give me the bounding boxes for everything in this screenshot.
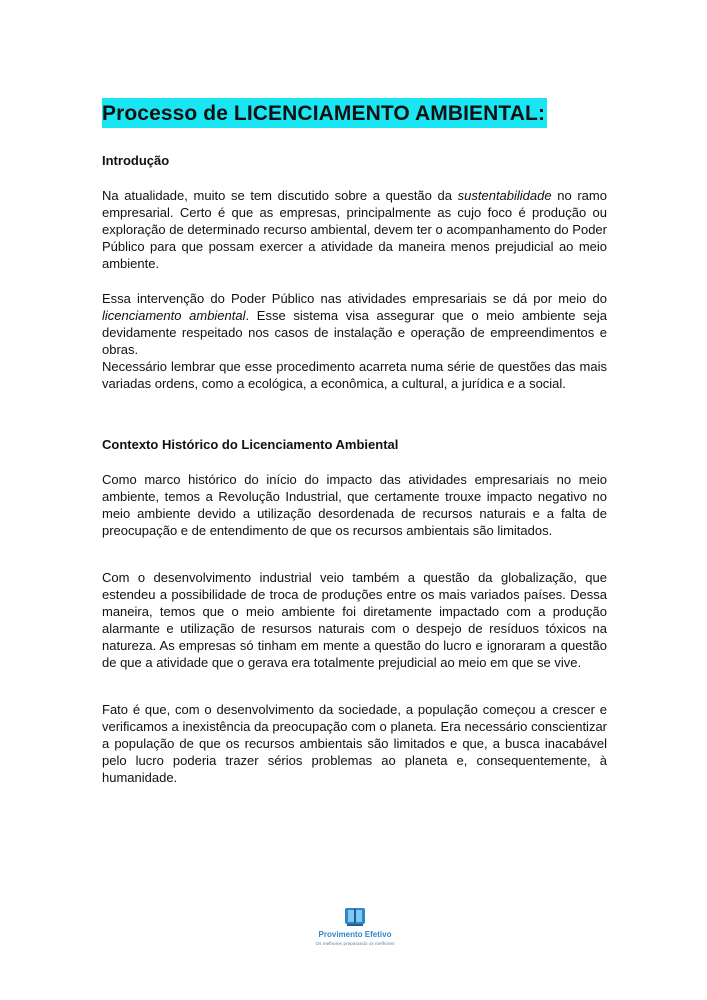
paragraph-text: no ramo empresarial. Certo é que as empresas, principalmente as cujo foco é produção ou exploração de determinado recurso ambiental, devem ter o acompanhamento do Poder Público para que possam exercer a atividade da maneira menos prejudicial ao meio ambiente. [102, 188, 607, 271]
page-title: Processo de LICENCIAMENTO AMBIENTAL: [102, 102, 546, 125]
paragraph-intro-1 [102, 187, 607, 272]
paragraph-text: . Esse sistema visa assegurar que o meio ambiente seja devidamente respeitado nos casos de instalação e operação de empreendimentos e obras. [102, 308, 607, 357]
section-heading-introducao: Introdução [102, 153, 170, 168]
footer-logo [305, 906, 405, 958]
emphasis-sustentabilidade: sustentabilidade [457, 188, 552, 203]
emphasis-licenciamento-ambiental: licenciamento ambiental [102, 308, 246, 323]
document-content [102, 98, 607, 786]
section-heading-contexto-historico: Contexto Histórico do Licenciamento Ambiental [102, 437, 399, 452]
paragraph-intro-2 [102, 290, 607, 358]
paragraph-historico-3: Fato é que, com o desenvolvimento da sociedade, a população começou a crescer e verificamos a inexistência da preocupação com o planeta. Era necessário conscientizar a população de que os recursos ambientais são limitados e que, a busca inacabável pelo lucro poderia trazer sérios problemas ao planeta e, consequentemente, à humanidade. [102, 702, 607, 785]
paragraph-text: Na atualidade, muito se tem discutido sobre a questão da [102, 188, 458, 203]
title-highlight [102, 98, 547, 128]
book-icon [343, 906, 367, 928]
logo-tagline: Os melhores preparando os melhores [315, 941, 395, 946]
paragraph-intro-3: Necessário lembrar que esse procedimento acarreta numa série de questões das mais variadas ordens, como a ecológica, a econômica, a cultural, a jurídica e a social. [102, 359, 607, 391]
logo-name: Provimento Efetivo [318, 930, 392, 939]
paragraph-historico-2: Com o desenvolvimento industrial veio também a questão da globalização, que estendeu a possibilidade de troca de produções entre os mais variados países. Dessa maneira, temos que o meio ambiente foi diretamente impactado com a produção alarmante e utilização de resursos naturais com o despejo de resíduos tóxicos na natureza. As empresas só tinham em mente a questão do lucro e ignoraram a questão de que a atividade que o gerava era totalmente prejudicial ao meio em que se vive. [102, 570, 607, 670]
paragraph-text: Essa intervenção do Poder Público nas atividades empresariais se dá por meio do [102, 291, 607, 306]
paragraph-historico-1: Como marco histórico do início do impacto das atividades empresariais no meio ambiente, temos a Revolução Industrial, que certamente trouxe impacto negativo no meio ambiente devido a utilização desordenada de recursos naturais e a falta de preocupação e de entendimento de que os recursos ambientais são limitados. [102, 472, 607, 538]
